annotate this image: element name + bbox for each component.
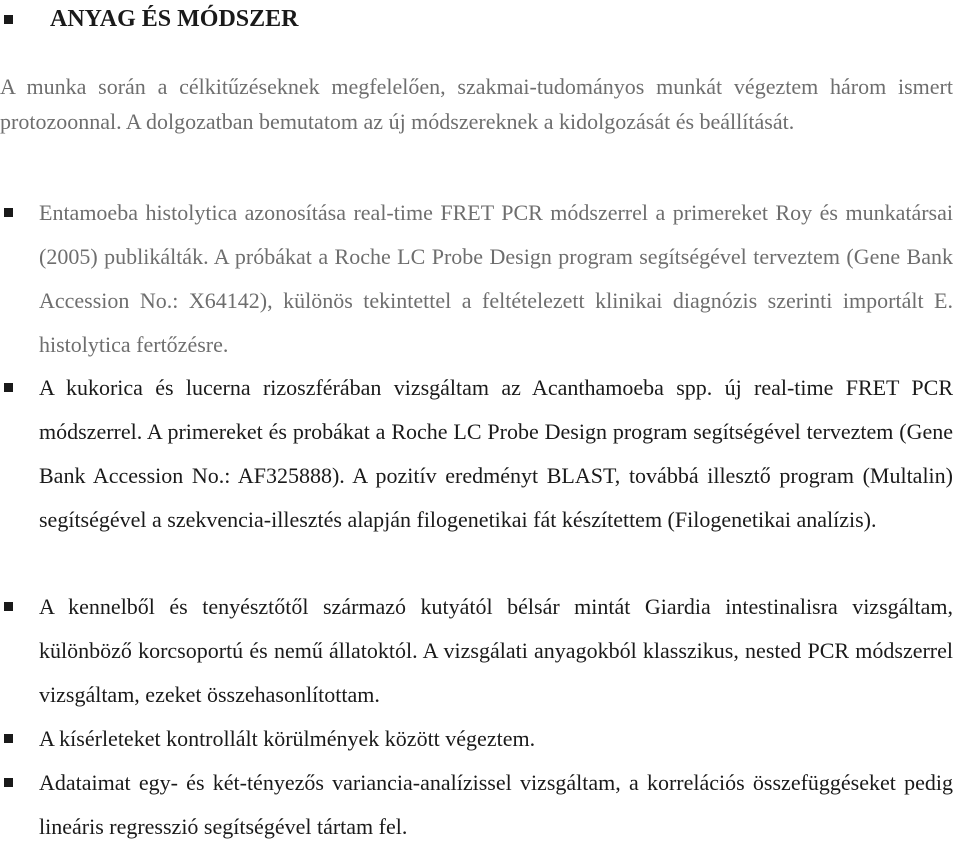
list-item-text: Adataimat egy- és két-tényezős variancia-analízissel vizsgáltam, a korrelációs összefüggéseket pedig lineáris regresszió segítségével tártam fel.: [39, 770, 953, 839]
list-item-text: A kísérleteket kontrollált körülmények között végeztem.: [39, 726, 536, 751]
list-item-text: A kennelből és tenyésztőtől származó kutyától bélsár mintát Giardia intestinalisra vizsgáltam, különböző korcsoportú és nemű állatoktól. A vizsgálati anyagokból klasszikus, nested PCR módszerrel vizsgáltam, ezeket összehasonlítottam.: [39, 594, 953, 707]
square-bullet-icon: [4, 383, 13, 392]
intro-paragraph: A munka során a célkitűzéseknek megfelelően, szakmai-tudományos munkát végeztem három ismert protozoonnal. A dolgozatban bemutatom az új módszereknek a kidolgozását és beállítását.: [0, 74, 953, 134]
list-item-text: Entamoeba histolytica azonosítása real-time FRET PCR módszerrel a primereket Roy és munkatársai (2005) publikálták. A próbákat a Roche LC Probe Design program segítségével terveztem (Gene Bank Accession No.: X64142), különös tekintettel a feltételezett klinikai diagnózis szerinti importált E. histolytica fertőzésre.: [39, 200, 953, 357]
section-heading: [0, 4, 299, 34]
square-bullet-icon: [4, 208, 13, 217]
section-title: ANYAG ÉS MÓDSZER: [50, 6, 299, 32]
square-bullet-icon: [4, 778, 13, 787]
list-item-text: A kukorica és lucerna rizoszférában vizsgáltam az Acanthamoeba spp. új real-time FRET PCR módszerrel. A primereket és probákat a Roche LC Probe Design program segítségével terveztem (Gene Bank Accession No.: AF325888). A pozitív eredményt BLAST, továbbá illesztő program (Multalin) segítségével a szekvencia-illesztés alapján filogenetikai fát készítettem (Filogenetikai analízis).: [39, 375, 953, 532]
square-bullet-icon: [4, 734, 13, 743]
square-bullet-icon: [4, 602, 13, 611]
square-bullet-icon: [4, 15, 13, 24]
